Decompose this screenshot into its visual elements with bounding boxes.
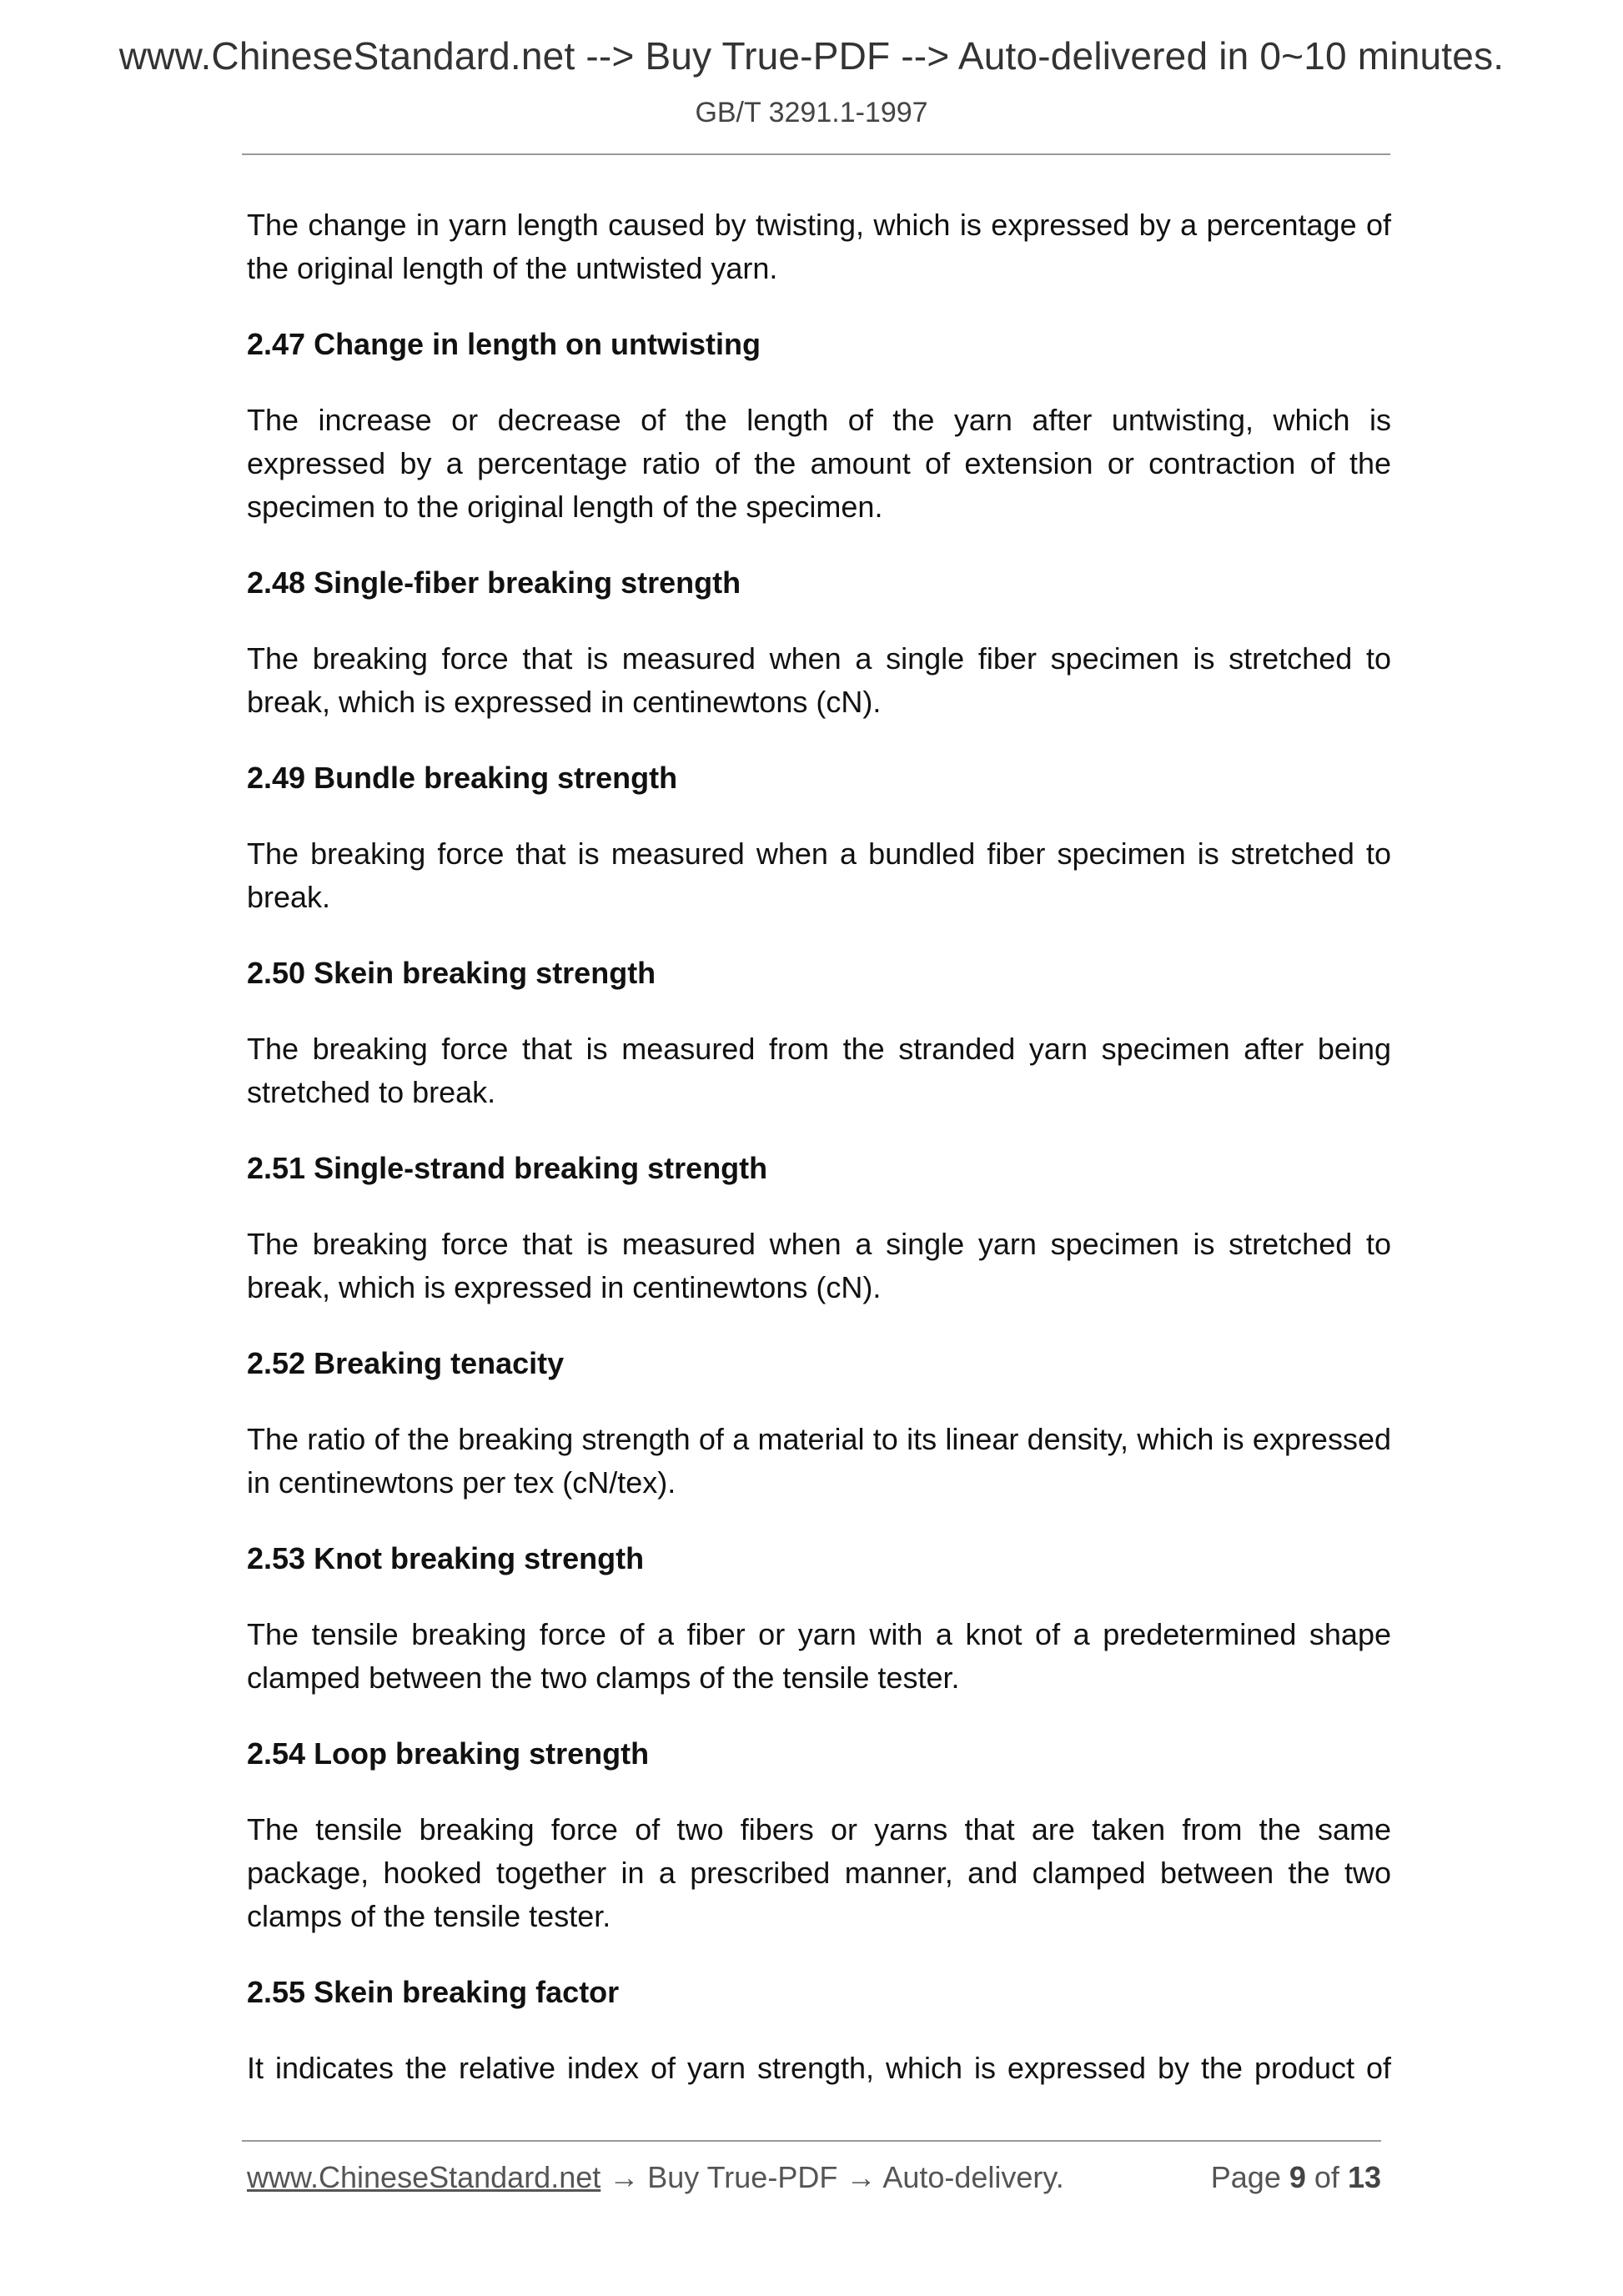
section-text-2-53: The tensile breaking force of a fiber or yarn with a knot of a predetermined shape clamped between the two clamps of the tensile tester. (247, 1617, 1391, 1695)
footer-tagline (247, 2160, 1064, 2195)
section-text-2-51: The breaking force that is measured when a single yarn specimen is stretched to break, which is expressed in centinewtons (cN). (247, 1227, 1391, 1304)
footer-site-link[interactable]: www.ChineseStandard.net (247, 2160, 601, 2194)
section-heading-2-49: 2.49 Bundle breaking strength (247, 761, 678, 795)
footer-divider (242, 2140, 1381, 2142)
section-heading-2-50: 2.50 Skein breaking strength (247, 956, 656, 990)
section-heading-2-52: 2.52 Breaking tenacity (247, 1346, 565, 1380)
page-footer (247, 2160, 1381, 2200)
page-total: 13 (1347, 2160, 1381, 2194)
document-code: GB/T 3291.1-1997 (695, 97, 928, 128)
header-divider (242, 153, 1390, 155)
section-heading-2-47: 2.47 Change in length on untwisting (247, 327, 761, 361)
page-current: 9 (1289, 2160, 1306, 2194)
footer-tagline-text: → Buy True-PDF → Auto-delivery. (600, 2160, 1064, 2194)
section-heading-2-48: 2.48 Single-fiber breaking strength (247, 565, 741, 600)
section-text-2-47: The increase or decrease of the length of the yarn after untwisting, which is expressed by a percentage ratio of the amount of extension or contraction of the specimen to the original length of the specimen. (247, 403, 1391, 524)
page-of-label: of (1314, 2160, 1339, 2194)
section-text-2-52: The ratio of the breaking strength of a material to its linear density, which is expressed in centinewtons per tex (cN/tex). (247, 1422, 1391, 1500)
section-text-2-49: The breaking force that is measured when a bundled fiber specimen is stretched to break. (247, 837, 1391, 914)
section-text-2-48: The breaking force that is measured when a single fiber specimen is stretched to break, which is expressed in centinewtons (cN). (247, 641, 1391, 719)
section-heading-2-55: 2.55 Skein breaking factor (247, 1975, 620, 2009)
document-body (247, 203, 1391, 2123)
section-text-2-50: The breaking force that is measured from the stranded yarn specimen after being stretched to break. (247, 1032, 1391, 1109)
intro-paragraph: The change in yarn length caused by twisting, which is expressed by a percentage of the original length of the untwisted yarn. (247, 208, 1391, 285)
section-heading-2-54: 2.54 Loop breaking strength (247, 1736, 650, 1771)
page-number (1211, 2160, 1381, 2195)
section-heading-2-53: 2.53 Knot breaking strength (247, 1541, 645, 1575)
top-banner: www.ChineseStandard.net --> Buy True-PDF --> Auto-delivered in 0~10 minutes. (118, 34, 1505, 78)
section-heading-2-51: 2.51 Single-strand breaking strength (247, 1151, 768, 1185)
page-label: Page (1210, 2160, 1281, 2194)
section-text-2-55: It indicates the relative index of yarn strength, which is expressed by the product of (247, 2051, 1391, 2085)
section-text-2-54: The tensile breaking force of two fibers or yarns that are taken from the same package, hooked together in a prescribed manner, and clamped between the two clamps of the tensile tester. (247, 1812, 1391, 1933)
